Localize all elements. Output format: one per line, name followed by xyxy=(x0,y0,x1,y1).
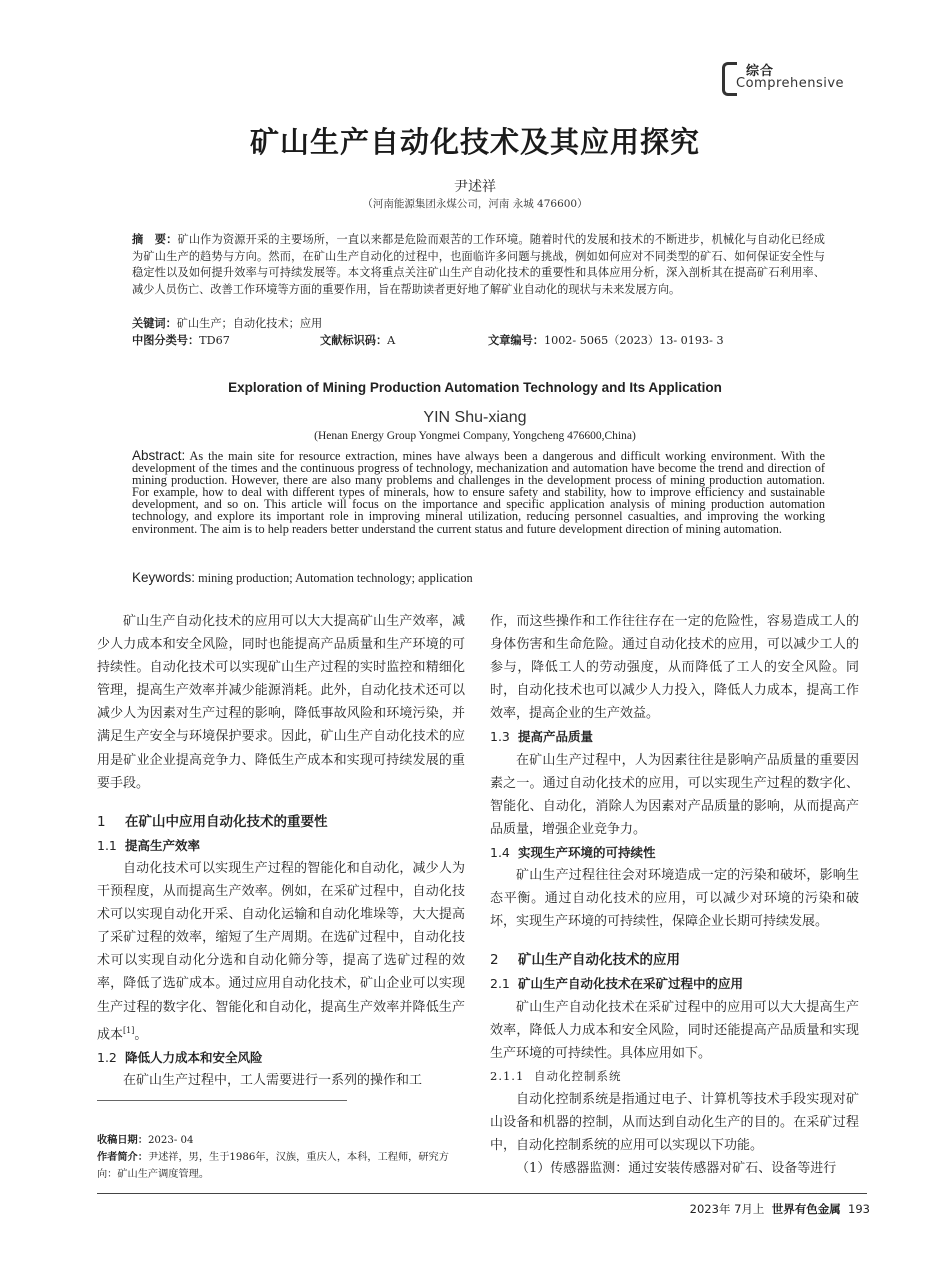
section-1-1-paragraph: 自动化技术可以实现生产过程的智能化和自动化，减少人为干预程度，从而提高生产效率。例如，在采矿过程中，自动化技术可以实现自动化开采、自动化运输和自动化堆垛等，大大提高了采矿过程的效率，缩短了生产周期。在选矿过程中，自动化技术可以实现自动化分选和自动化筛分等，提高了选矿过程的效率，降低了选矿成本。通过应用自动化技术，矿山企业可以实现生产过程的数字化、智能化和自动化，提高生产效率并降低生产成本[1]。 xyxy=(97,860,465,1042)
section-1-2-paragraph-start: 在矿山生产过程中，工人需要进行一系列的操作和工 xyxy=(123,1073,423,1089)
abstract-en xyxy=(132,450,825,535)
english-title: Exploration of Mining Production Automation Technology and Its Application xyxy=(228,380,722,395)
page-number: 193 xyxy=(848,1202,870,1216)
bracket-icon xyxy=(722,62,737,96)
journal-name: 世界有色金属 xyxy=(771,1202,841,1216)
section-2-heading: 2 矿山生产自动化技术的应用 xyxy=(490,952,680,969)
body-left-column xyxy=(97,610,465,1092)
section-1-2-paragraph-cont: 作，而这些操作和工作往往存在一定的危险性，容易造成工人的身体伤害和生命危险。通过自动化技术的应用，可以减少工人的参与，降低工人的劳动强度，从而降低了工人的安全风险。同时，自动化技术也可以减少人力投入，降低人力成本，提高工作效率，提高企业的生产效益。 xyxy=(490,614,859,722)
section-badge xyxy=(722,60,862,96)
section-label-cn: 综合 xyxy=(746,64,775,79)
section-2-1-1-heading: 2.1.1 自动化控制系统 xyxy=(490,1068,622,1083)
section-1-1-heading: 1.1 提高生产效率 xyxy=(97,837,201,853)
page-title: 矿山生产自动化技术及其应用探究 xyxy=(249,125,700,159)
section-1-2-heading: 1.2 降低人力成本和安全风险 xyxy=(97,1050,263,1066)
citation-ref: [1] xyxy=(123,1025,135,1035)
page-footer xyxy=(690,1201,870,1217)
abstract-cn xyxy=(132,232,825,298)
section-2-1-paragraph: 矿山生产自动化技术在采矿过程中的应用可以大大提高生产效率，降低人力成本和安全风险，同时还能提高产品质量和实现生产环境的可持续性。具体应用如下。 xyxy=(490,999,859,1061)
english-affiliation: (Henan Energy Group Yongmei Company, Yongcheng 476600,China) xyxy=(314,430,636,442)
list-item: （1）传感器监测：通过安装传感器对矿石、设备等进行 xyxy=(516,1161,837,1177)
section-1-4-paragraph: 矿山生产过程往往会对环境造成一定的污染和破坏，影响生态平衡。通过自动化技术的应用，可以减少对环境的污染和破坏，实现生产环境的可持续性，保障企业长期可持续发展。 xyxy=(490,868,859,930)
abstract-cn-label: 摘 要： xyxy=(132,233,178,246)
section-2-1-1-paragraph: 自动化控制系统是指通过电子、计算机等技术手段实现对矿山设备和机器的控制，从而达到自动化生产的目的。在采矿过程中，自动化控制系统的应用可以实现以下功能。 xyxy=(490,1091,859,1154)
english-author: YIN Shu-xiang xyxy=(423,409,527,426)
keywords-cn-label: 关键词： xyxy=(132,317,177,330)
keywords-en-label: Keywords: xyxy=(132,570,196,585)
doc-code-field: 文献标识码： A xyxy=(320,334,396,347)
received-date: 收稿日期：2023- 04 xyxy=(97,1135,194,1146)
footnote xyxy=(97,1132,465,1183)
intro-paragraph: 矿山生产自动化技术的应用可以大大提高矿山生产效率，减少人力成本和安全风险，同时也能提高产品质量和生产环境的可持续性。自动化技术可以实现矿山生产过程的实时监控和精细化管理，提高生产效率并减少能源消耗。此外，自动化技术还可以减少人为因素对生产过程的影响，降低事故风险和环境污染，并满足生产安全与环境保护要求。因此，矿山生产自动化技术的应用是矿业企业提高竞争力、降低生产成本和实现可持续发展的重要手段。 xyxy=(97,614,465,791)
keywords-en xyxy=(132,570,825,586)
footnote-divider xyxy=(97,1100,347,1101)
keywords-cn xyxy=(132,316,825,333)
author-bio: 作者简介：尹述祥，男，生于1986年，汉族，重庆人，本科，工程师，研究方向：矿山生产调度管理。 xyxy=(97,1152,449,1180)
abstract-en-label: Abstract: xyxy=(132,448,186,463)
section-1-4-heading: 1.4 实现生产环境的可持续性 xyxy=(490,844,656,860)
section-1-3-paragraph: 在矿山生产过程中，人为因素往往是影响产品质量的重要因素之一。通过自动化技术的应用，可以实现生产过程的数字化、智能化、自动化，消除人为因素对产品质量的影响，从而提高产品质量，增强企业竞争力。 xyxy=(490,752,859,837)
abstract-cn-text: 矿山作为资源开采的主要场所，一直以来都是危险而艰苦的工作环境。随着时代的发展和技术的不断进步，机械化与自动化已经成为矿山生产的趋势与方向。然而，在矿山生产自动化的过程中，也面临许多问题与挑战，例如如何应对不同类型的矿石、如何保证安全性与稳定性以及如何提升效率与可持续发展等。本文将重点关注矿山生产自动化技术的重要性和具体应用分析，深入剖析其在提高矿石利用率、减少人员伤亡、改善工作环境等方面的重要作用，旨在帮助读者更好地了解矿业自动化的现状与未来发展方向。 xyxy=(132,233,825,296)
author-name: 尹述祥 xyxy=(454,179,496,195)
issue-date: 2023年 7月上 xyxy=(689,1202,765,1216)
article-number-field: 文章编号： 1002- 5065（2023）13- 0193- 3 xyxy=(488,334,724,347)
section-1-3-heading: 1.3 提高产品质量 xyxy=(490,729,594,745)
affiliation: （河南能源集团永煤公司，河南 永城 476600） xyxy=(362,198,588,210)
body-right-column xyxy=(490,610,859,1180)
clc-field: 中图分类号： TD67 xyxy=(132,334,230,347)
keywords-cn-text: 矿山生产；自动化技术；应用 xyxy=(176,317,323,330)
section-1-heading: 1 在矿山中应用自动化技术的重要性 xyxy=(97,813,328,830)
section-2-1-heading: 2.1 矿山生产自动化技术在采矿过程中的应用 xyxy=(490,976,744,992)
footer-divider xyxy=(97,1193,867,1194)
abstract-en-text: As the main site for resource extraction, mines have always been a dangerous and difficult working environment. With the development of the times and the continuous progress of technology, mechanization and automation have become the trend and direction of mining production. However, there are also many problems and challenges in the development process of mining production automation. For example, how to deal with different types of minerals, how to ensure safety and stability, how to improve efficiency and sustainable development, and so on. This article will focus on the importance and specific application analysis of mining production automation technology, and explore its important role in improving mineral utilization, reducing personnel casualties, and improving the working environment. The aim is to help readers better understand the current status and future development direction of mining automation. xyxy=(132,449,825,536)
section-label-en: Comprehensive xyxy=(736,76,845,91)
keywords-en-text: mining production; Automation technology; application xyxy=(198,571,473,585)
